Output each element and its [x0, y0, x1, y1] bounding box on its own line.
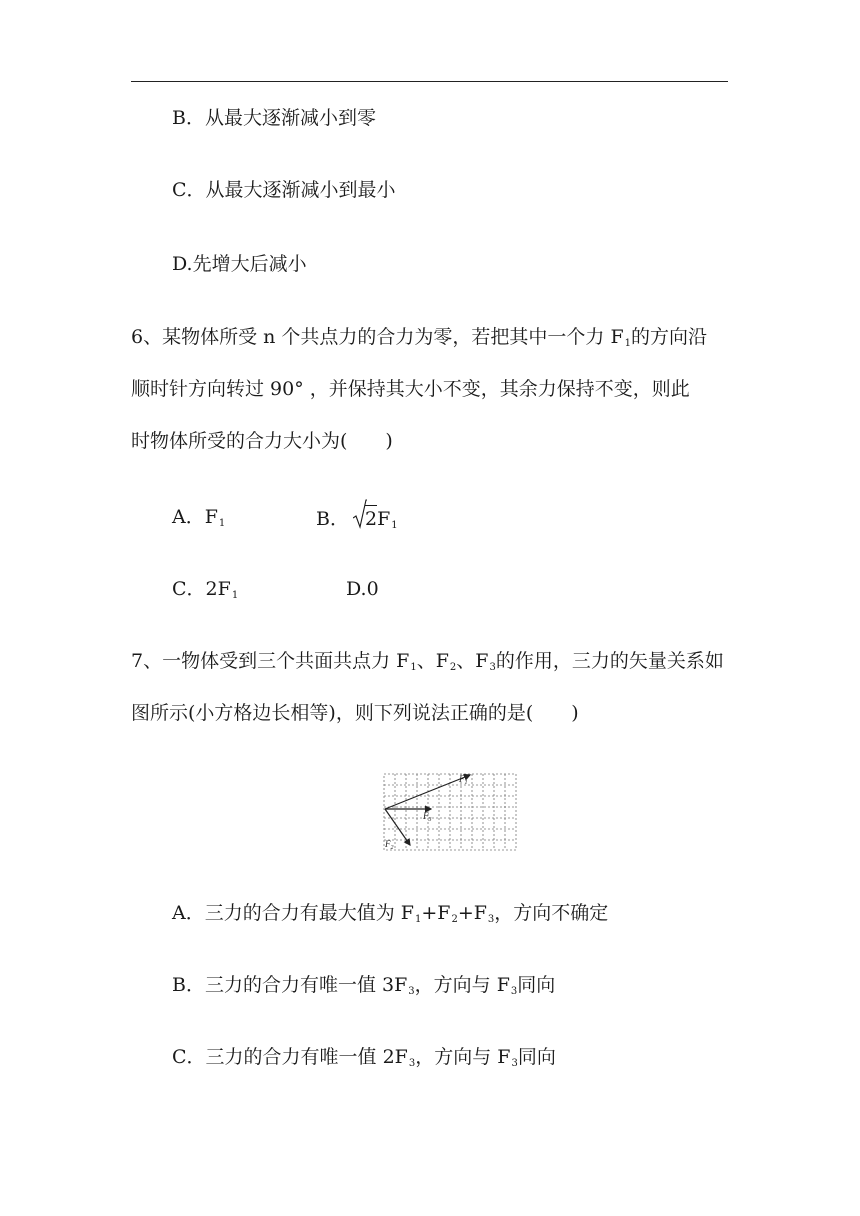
q6-option-c [172, 577, 238, 608]
q6-option-a [172, 505, 225, 536]
subscript: 2 [449, 662, 457, 673]
option-text: A．F [172, 506, 218, 528]
q7-stem-text: 的作用，三力的矢量关系如 [495, 650, 724, 672]
q6-stem-text: 6、某物体所受 n 个共点力的合力为零，若把其中一个力 F [131, 326, 624, 348]
subscript: 3 [510, 986, 518, 997]
subscript: 3 [408, 986, 415, 997]
q7-stem-text: 、F [456, 650, 489, 672]
q7-option-a [172, 901, 608, 932]
q5-option-d: D.先增大后减小 [172, 253, 307, 275]
option-text: ，方向不确定 [494, 902, 609, 924]
option-text: B． [316, 508, 349, 530]
q6-stem-text: 的方向沿 [631, 326, 708, 348]
q6-option-d: D.0 [346, 578, 379, 600]
subscript: 3 [489, 662, 496, 673]
option-text: C．2F [172, 578, 231, 600]
q7-stem-line2 [131, 701, 579, 725]
radicand: 2 [365, 505, 377, 531]
subscript: 1 [218, 518, 226, 529]
header-rule [131, 81, 728, 82]
force-vector-figure [383, 773, 517, 851]
q5-option-b: B．从最大逐渐减小到零 [172, 107, 376, 129]
q6-stem-text: ) [385, 430, 393, 452]
subscript: 3 [511, 1058, 518, 1069]
q7-stem-text: 7、一物体受到三个共面共点力 F [131, 650, 410, 672]
q6-stem-line1 [131, 325, 707, 356]
grid [384, 774, 516, 850]
subscript: 1 [624, 338, 632, 349]
subscript: 3 [408, 1058, 416, 1069]
q7-option-b [172, 973, 555, 1004]
option-text: +F [421, 902, 451, 924]
vector-f1 [385, 775, 470, 809]
option-text: B．三力的合力有唯一值 3F [172, 974, 408, 996]
label-f2: $F_2$ [385, 839, 394, 851]
subscript: 1 [410, 662, 417, 673]
sqrt-expression [353, 505, 377, 531]
label-f1: $F_1$ [459, 774, 468, 786]
subscript: 1 [391, 520, 398, 531]
option-text: ，方向与 F [415, 1046, 511, 1068]
q6-stem-line2: 顺时针方向转过 90° ，并保持其大小不变，其余力保持不变，则此 [131, 378, 690, 400]
option-text: 同向 [517, 974, 556, 996]
option-text: 同向 [517, 1046, 556, 1068]
subscript: 1 [414, 914, 422, 925]
option-text: A．三力的合力有最大值为 F [172, 902, 414, 924]
subscript: 3 [487, 914, 495, 925]
option-text: +F [457, 902, 487, 924]
option-text: ，方向与 F [414, 974, 510, 996]
q7-option-c [172, 1045, 556, 1076]
q7-stem-text: 、F [416, 650, 449, 672]
q7-stem-line1 [131, 649, 724, 680]
q5-option-c: C．从最大逐渐减小到最小 [172, 179, 396, 201]
label-f3: $F_3$ [423, 811, 432, 823]
q6-stem-line3 [131, 429, 393, 453]
q7-stem-text: ) [571, 702, 579, 724]
option-text: C．三力的合力有唯一值 2F [172, 1046, 408, 1068]
q6-option-b: B． $2F_1$ [316, 505, 398, 538]
subscript: 1 [231, 590, 239, 601]
q7-stem-text: 图所示(小方格边长相等)，则下列说法正确的是( [131, 702, 534, 724]
subscript: 2 [451, 914, 458, 925]
q6-stem-text: 时物体所受的合力大小为( [131, 430, 348, 452]
sqrt-icon [353, 499, 367, 529]
